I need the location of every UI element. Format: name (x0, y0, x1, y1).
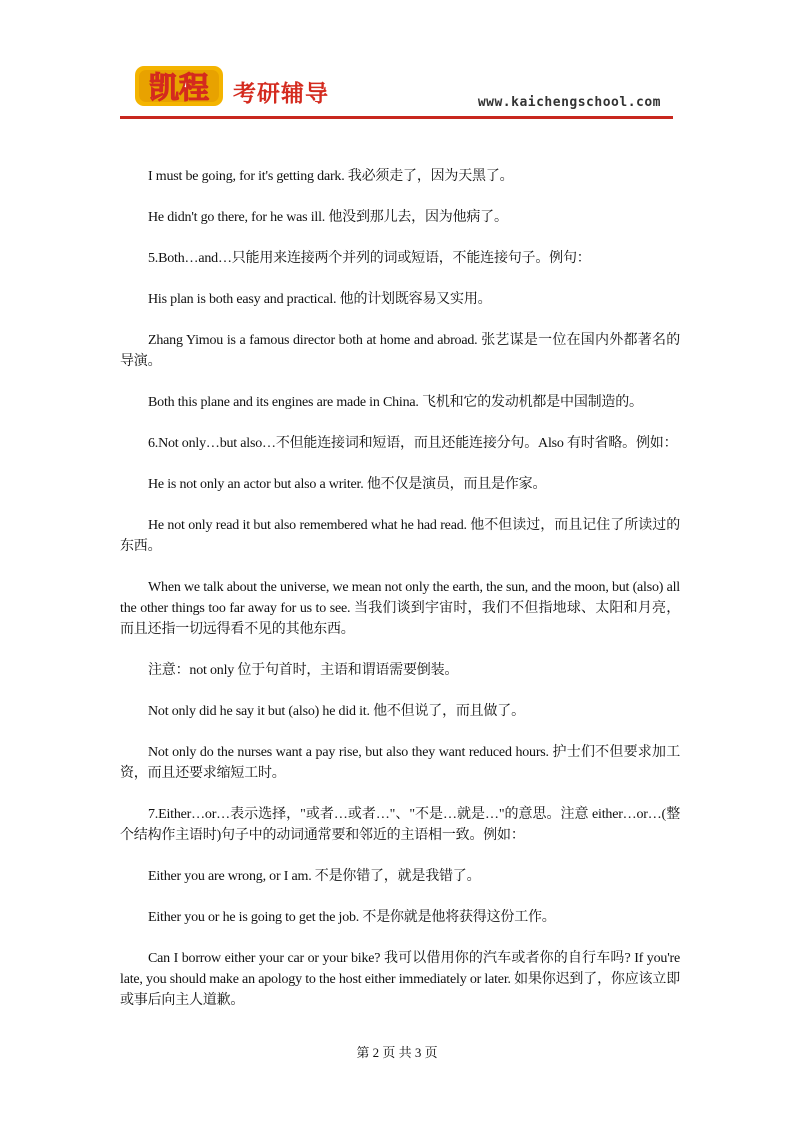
paragraph: When we talk about the universe, we mean not only the earth, the sun, and the moon, but (also) all the other things too far away for us to see. 当我们谈到宇宙时，我们不但指地球、太阳和月亮，而且还指一切远得看不见的其他东西。 (120, 580, 680, 637)
paragraph: Either you or he is going to get the job. 不是你就是他将获得这份工作。 (148, 910, 556, 925)
paragraph: Can I borrow either your car or your bike? 我可以借用你的汽车或者你的自行车吗? If you're late, you should make an apology to the host either immediately or later. 如果你迟到了，你应该立即或事后向主人道歉。 (120, 951, 680, 1008)
paragraph: Not only do the nurses want a pay rise, but also they want reduced hours. 护士们不但要求加工资，而且还要求缩短工时。 (120, 745, 680, 781)
logo-brand-text: 凯程 (149, 71, 209, 106)
paragraph: Both this plane and its engines are made in China. 飞机和它的发动机都是中国制造的。 (148, 395, 643, 410)
paragraph: 7.Either…or…表示选择，"或者…或者…"、"不是…就是…"的意思。注意 either…or…(整个结构作主语时)句子中的动词通常要和邻近的主语相一致。例如： (120, 807, 680, 843)
site-url: www.kaichengschool.com (477, 95, 661, 110)
paragraph: He not only read it but also remembered what he had read. 他不但读过，而且记住了所读过的东西。 (120, 518, 680, 554)
paragraph: 6.Not only…but also…不但能连接词和短语，而且还能连接分句。Also 有时省略。例如： (148, 436, 678, 451)
paragraph: He is not only an actor but also a writer. 他不仅是演员，而且是作家。 (148, 477, 547, 492)
paragraph: Either you are wrong, or I am. 不是你错了，就是我错了。 (148, 869, 481, 884)
paragraph: 5.Both…and…只能用来连接两个并列的词或短语，不能连接句子。例句： (148, 251, 591, 266)
paragraph: 注意：not only 位于句首时，主语和谓语需要倒装。 (148, 663, 459, 678)
page-header (120, 55, 673, 121)
paragraph: Not only did he say it but (also) he did it. 他不但说了，而且做了。 (148, 704, 525, 719)
header-divider (120, 116, 673, 119)
kaicheng-logo-icon (133, 60, 225, 112)
document-body (120, 166, 680, 1011)
paragraph: His plan is both easy and practical. 他的计划既容易又实用。 (148, 292, 492, 307)
paragraph: He didn't go there, for he was ill. 他没到那儿去，因为他病了。 (148, 210, 508, 225)
logo-title: 考研辅导 (233, 81, 329, 107)
paragraph: I must be going, for it's getting dark. 我必须走了，因为天黑了。 (148, 169, 514, 184)
paragraph: Zhang Yimou is a famous director both at home and abroad. 张艺谋是一位在国内外都著名的导演。 (120, 333, 680, 369)
page-number: 第 2 页 共 3 页 (356, 1045, 438, 1060)
